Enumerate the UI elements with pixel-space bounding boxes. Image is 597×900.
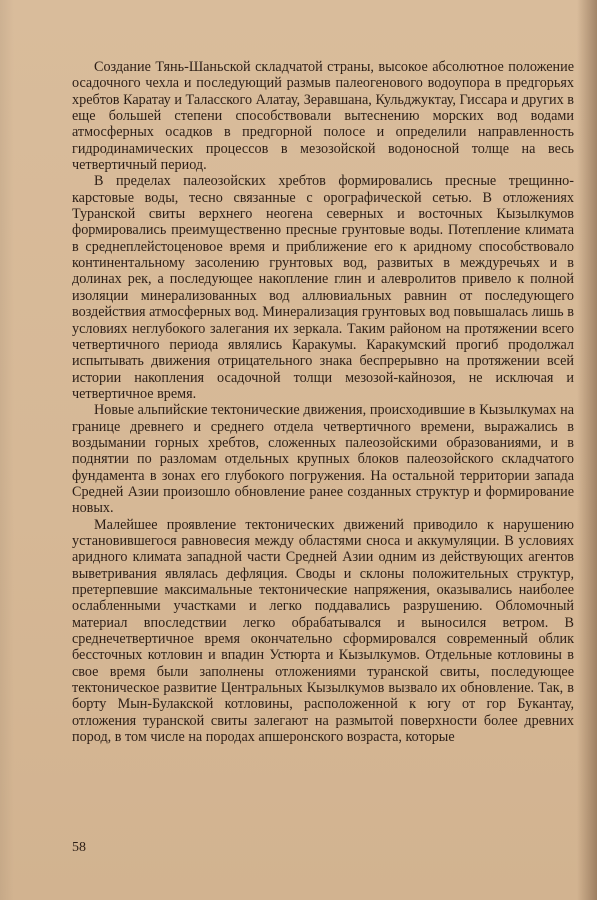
paragraph-3: Новые альпийские тектонические движения, происходившие в Кызылкумах на границе древнего и среднего отдела четвертичного времени, выражались в воздымании горных хребтов, сложенных палеозойскими образованиями, и в поднятии по разломам отдельных крупных блоков палеозойского складчатого фундамента в зонах его глубокого погружения. На остальной территории запада Средней Азии произошло обновление ранее созданных структур и формирование новых.	[72, 402, 574, 517]
paragraph-4: Малейшее проявление тектонических движений приводило к нарушению установившегося равновесия между областями сноса и аккумуляции. В условиях аридного климата западной части Средней Азии одним из действующих агентов выветривания являлась дефляция. Своды и склоны положительных структур, претерпевшие максимальные тектонические напряжения, оказывались наиболее ослабленными участками и легко поддавались разрушению. Обломочный материал впоследствии легко обрабатывался и выносился ветром. В среднечетвертичное время окончательно сформировался современный облик бессточных котловин и впадин Устюрта и Кызылкумов. Отдельные котловины в свое время были заполнены отложениями туранской свиты, последующее тектоническое развитие Центральных Кызылкумов вызвало их обновление. Так, в борту Мын-Булакской котловины, расположенной к югу от гор Букантау, отложения туранской свиты залегают на размытой поверхности более древних пород, в том числе на породах апшеронского возраста, которые	[72, 516, 574, 746]
paragraph-2: В пределах палеозойских хребтов формировались пресные трещинно-карстовые воды, тесно связанные с орографической сетью. В отложениях Туранской свиты верхнего неогена северных и восточных Кызылкумов формировались преимущественно пресные грунтовые воды. Потепление климата в среднеплейстоценовое время и приближение его к аридному способствовало континентальному засолению грунтовых вод, развитых в междуречьях и в долинах рек, а последующее накопление глин и алевролитов привело к полной изоляции минерализованных вод аллювиальных равнин от последующего воздействия атмосферных вод. Минерализация грунтовых вод повышалась лишь в условиях неглубокого залегания их зеркала. Таким районом на протяжении всего четвертичного периода являлись Каракумы. Каракумский прогиб продолжал испытывать движения отрицательного знака беспрерывно на протяжении всей истории накопления осадочной толщи мезозой-кайнозоя, не исключая и четвертичное время.	[72, 173, 574, 402]
body-text	[72, 59, 574, 745]
paragraph-1: Создание Тянь-Шаньской складчатой страны, высокое абсолютное положение осадочного чехла и последующий размыв палеогенового водоупора в предгорьях хребтов Каратау и Таласского Алатау, Зеравшана, Кульджуктау, Гиссара и других в еще большей степени способствовали вытеснению морских вод водами атмосферных осадков в предгорной полосе и определили направленность гидродинамических процессов в мезозойской водоносной толще на весь четвертичный период.	[72, 59, 574, 174]
page-number: 58	[72, 840, 86, 855]
